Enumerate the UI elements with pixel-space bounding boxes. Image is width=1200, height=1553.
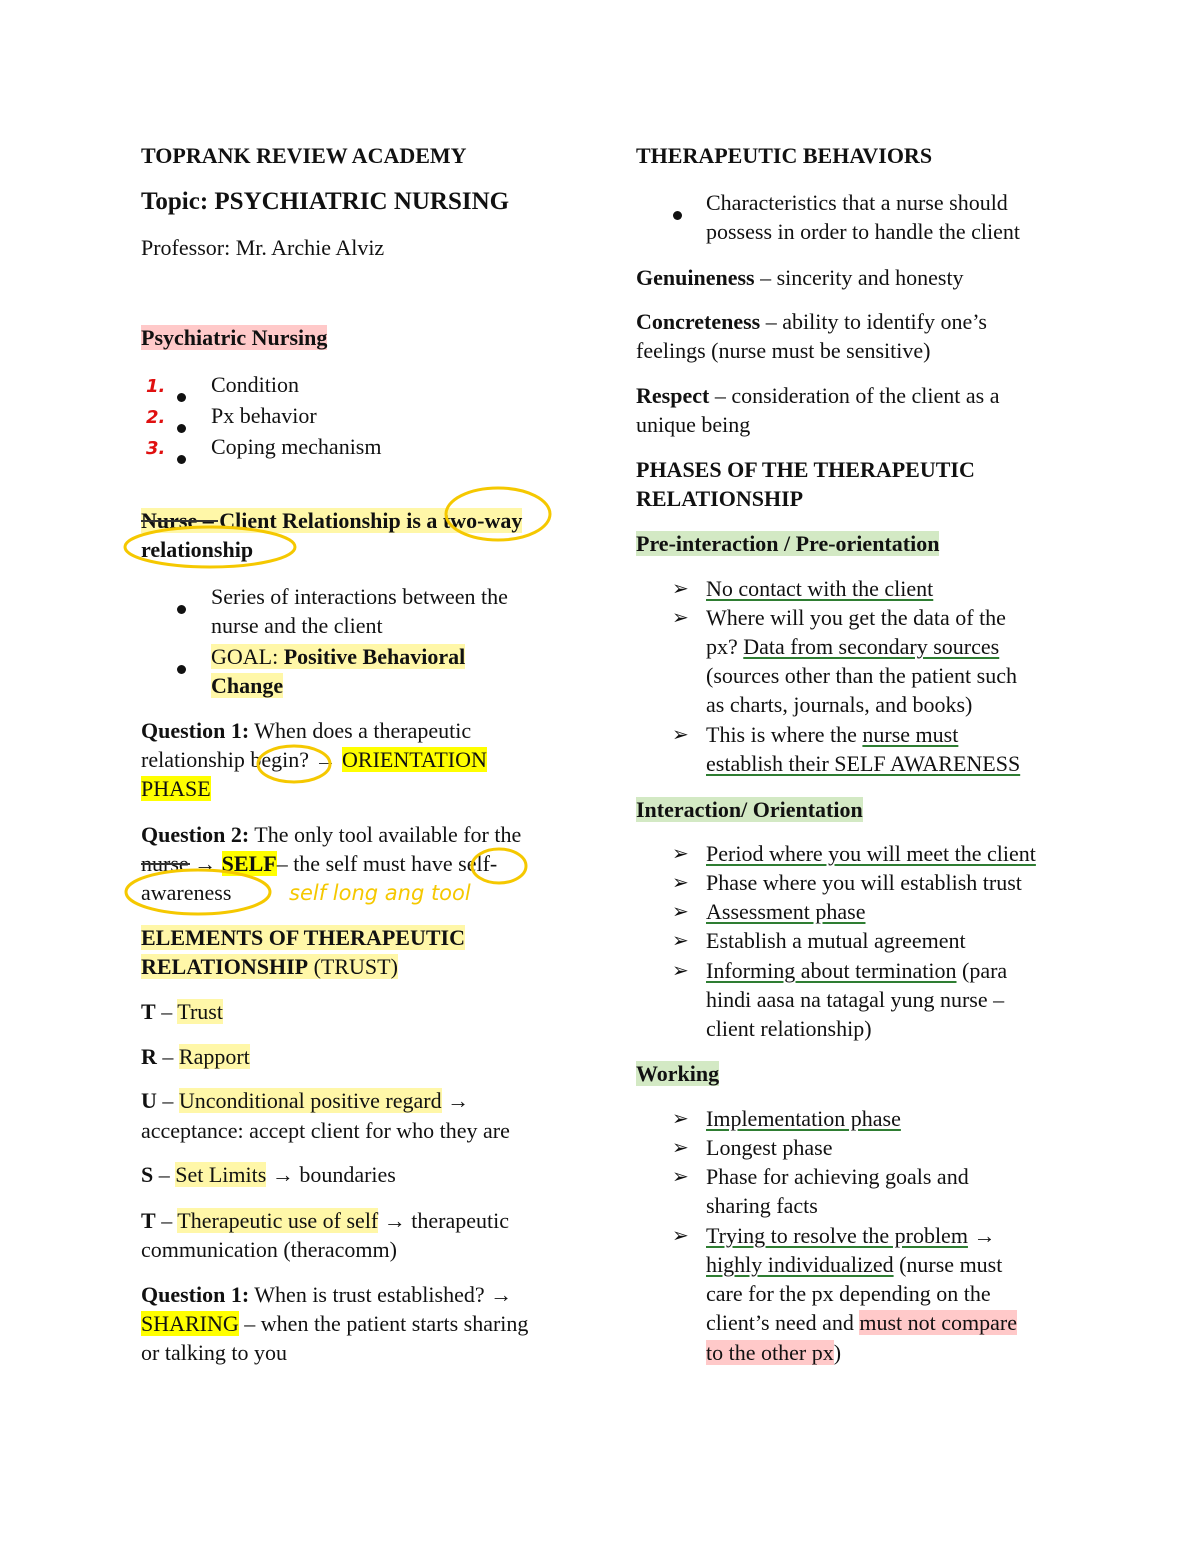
elements-title-line2: RELATIONSHIP (TRUST) bbox=[141, 954, 398, 979]
list-item: Phase where you will establish trust bbox=[706, 870, 1022, 895]
professor: Professor: Mr. Archie Alviz bbox=[141, 235, 385, 260]
bullet-dot-icon bbox=[177, 380, 186, 409]
arrow-bullet-icon: ➢ bbox=[672, 899, 689, 923]
red-mark-3: 3. bbox=[146, 438, 166, 459]
arrow-bullet-icon: ➢ bbox=[672, 841, 689, 865]
list-item: This is where the nurse must bbox=[706, 722, 959, 747]
question2-line1: Question 2: The only tool available for the bbox=[141, 822, 522, 847]
question3-line2: SHARING – when the patient starts sharing bbox=[141, 1311, 529, 1336]
red-mark-2: 2. bbox=[146, 407, 166, 428]
ncr-title-line2: relationship bbox=[141, 537, 254, 562]
trust-item-t2-line2: communication (theracomm) bbox=[141, 1237, 397, 1262]
list-item: Trying to resolve the problem → bbox=[706, 1223, 996, 1248]
question2-line2: nurse → SELF– the self must have self- bbox=[141, 851, 498, 876]
list-item: care for the px depending on the bbox=[706, 1281, 991, 1306]
phases-title-line1: PHASES OF THE THERAPEUTIC bbox=[636, 457, 975, 482]
orientation-title: Interaction/ Orientation bbox=[636, 797, 863, 822]
arrow-bullet-icon: ➢ bbox=[672, 1106, 689, 1130]
list-item: Establish a mutual agreement bbox=[706, 928, 966, 953]
genuineness: Genuineness – sincerity and honesty bbox=[636, 265, 964, 290]
list-item: (sources other than the patient such bbox=[706, 663, 1017, 688]
arrow-bullet-icon: ➢ bbox=[672, 928, 689, 952]
arrow-bullet-icon: ➢ bbox=[672, 958, 689, 982]
list-item: Coping mechanism bbox=[211, 434, 382, 459]
list-item: as charts, journals, and books) bbox=[706, 692, 973, 717]
bullet-dot-icon bbox=[177, 442, 186, 471]
list-item: Assessment phase bbox=[706, 899, 866, 924]
list-item: Informing about termination (para bbox=[706, 958, 1008, 983]
arrow-bullet-icon: ➢ bbox=[672, 870, 689, 894]
list-item: Implementation phase bbox=[706, 1106, 901, 1131]
goal-line2: Change bbox=[211, 673, 284, 698]
respect-line2: unique being bbox=[636, 412, 751, 437]
question1-line1: Question 1: When does a therapeutic bbox=[141, 718, 472, 743]
list-item: px? Data from secondary sources bbox=[706, 634, 1000, 659]
bullet-dot-icon bbox=[177, 411, 186, 440]
trust-item-t: T – Trust bbox=[141, 999, 223, 1024]
list-item: Phase for achieving goals and bbox=[706, 1164, 969, 1189]
list-item: to the other px) bbox=[706, 1340, 842, 1365]
list-item: sharing facts bbox=[706, 1193, 818, 1218]
list-item: Characteristics that a nurse should bbox=[706, 190, 1008, 215]
trust-item-r: R – Rapport bbox=[141, 1044, 250, 1069]
arrow-bullet-icon: ➢ bbox=[672, 576, 689, 600]
ncr-title-line1: Nurse – Client Relationship is a two-way bbox=[141, 508, 523, 533]
trust-item-u: U – Unconditional positive regard → bbox=[141, 1088, 470, 1113]
question1-line3: PHASE bbox=[141, 776, 211, 801]
topic-title: Topic: PSYCHIATRIC NURSING bbox=[141, 188, 510, 215]
phases-title-line2: RELATIONSHIP bbox=[636, 486, 804, 511]
list-item: Where will you get the data of the bbox=[706, 605, 1006, 630]
question2-line3: awareness bbox=[141, 880, 232, 905]
question1-line2: relationship begin? → ORIENTATION bbox=[141, 747, 487, 772]
arrow-bullet-icon: ➢ bbox=[672, 722, 689, 746]
handwritten-note: self long ang tool bbox=[289, 881, 471, 905]
arrow-bullet-icon: ➢ bbox=[672, 1164, 689, 1188]
list-item: Longest phase bbox=[706, 1135, 833, 1160]
header: TOPRANK REVIEW ACADEMY bbox=[141, 143, 467, 168]
list-item: Condition bbox=[211, 372, 300, 397]
list-item: highly individualized (nurse must bbox=[706, 1252, 1003, 1277]
trust-item-s: S – Set Limits → boundaries bbox=[141, 1162, 396, 1187]
bullet-dot-icon bbox=[177, 592, 186, 621]
list-item: establish their SELF AWARENESS bbox=[706, 751, 1021, 776]
list-item: nurse and the client bbox=[211, 613, 383, 638]
arrow-bullet-icon: ➢ bbox=[672, 1135, 689, 1159]
list-item: Period where you will meet the client bbox=[706, 841, 1036, 866]
list-item: Px behavior bbox=[211, 403, 317, 428]
respect: Respect – consideration of the client as a bbox=[636, 383, 1000, 408]
pre-interaction-title: Pre-interaction / Pre-orientation bbox=[636, 531, 940, 556]
bullet-dot-icon bbox=[177, 652, 186, 681]
section-title-psychiatric-nursing: Psychiatric Nursing bbox=[141, 325, 328, 350]
working-title: Working bbox=[636, 1061, 720, 1086]
arrow-bullet-icon: ➢ bbox=[672, 1223, 689, 1247]
concreteness-line2: feelings (nurse must be sensitive) bbox=[636, 338, 931, 363]
elements-title-line1: ELEMENTS OF THERAPEUTIC bbox=[141, 925, 465, 950]
bullet-dot-icon bbox=[673, 198, 682, 227]
list-item: hindi aasa na tatagal yung nurse – bbox=[706, 987, 1005, 1012]
concreteness: Concreteness – ability to identify one’s bbox=[636, 309, 987, 334]
list-item: client’s need and must not compare bbox=[706, 1310, 1017, 1335]
red-mark-1: 1. bbox=[146, 376, 166, 397]
list-item: possess in order to handle the client bbox=[706, 219, 1021, 244]
list-item: Series of interactions between the bbox=[211, 584, 508, 609]
arrow-bullet-icon: ➢ bbox=[672, 605, 689, 629]
question3-line1: Question 1: When is trust established? → bbox=[141, 1282, 513, 1307]
therapeutic-behaviors-title: THERAPEUTIC BEHAVIORS bbox=[636, 143, 933, 168]
question3-line3: or talking to you bbox=[141, 1340, 288, 1365]
list-item: client relationship) bbox=[706, 1016, 872, 1041]
goal-line: GOAL: Positive Behavioral bbox=[211, 644, 466, 669]
list-item: No contact with the client bbox=[706, 576, 934, 601]
trust-item-u-line2: acceptance: accept client for who they are bbox=[141, 1118, 510, 1143]
trust-item-t2: T – Therapeutic use of self → therapeutic bbox=[141, 1208, 509, 1233]
